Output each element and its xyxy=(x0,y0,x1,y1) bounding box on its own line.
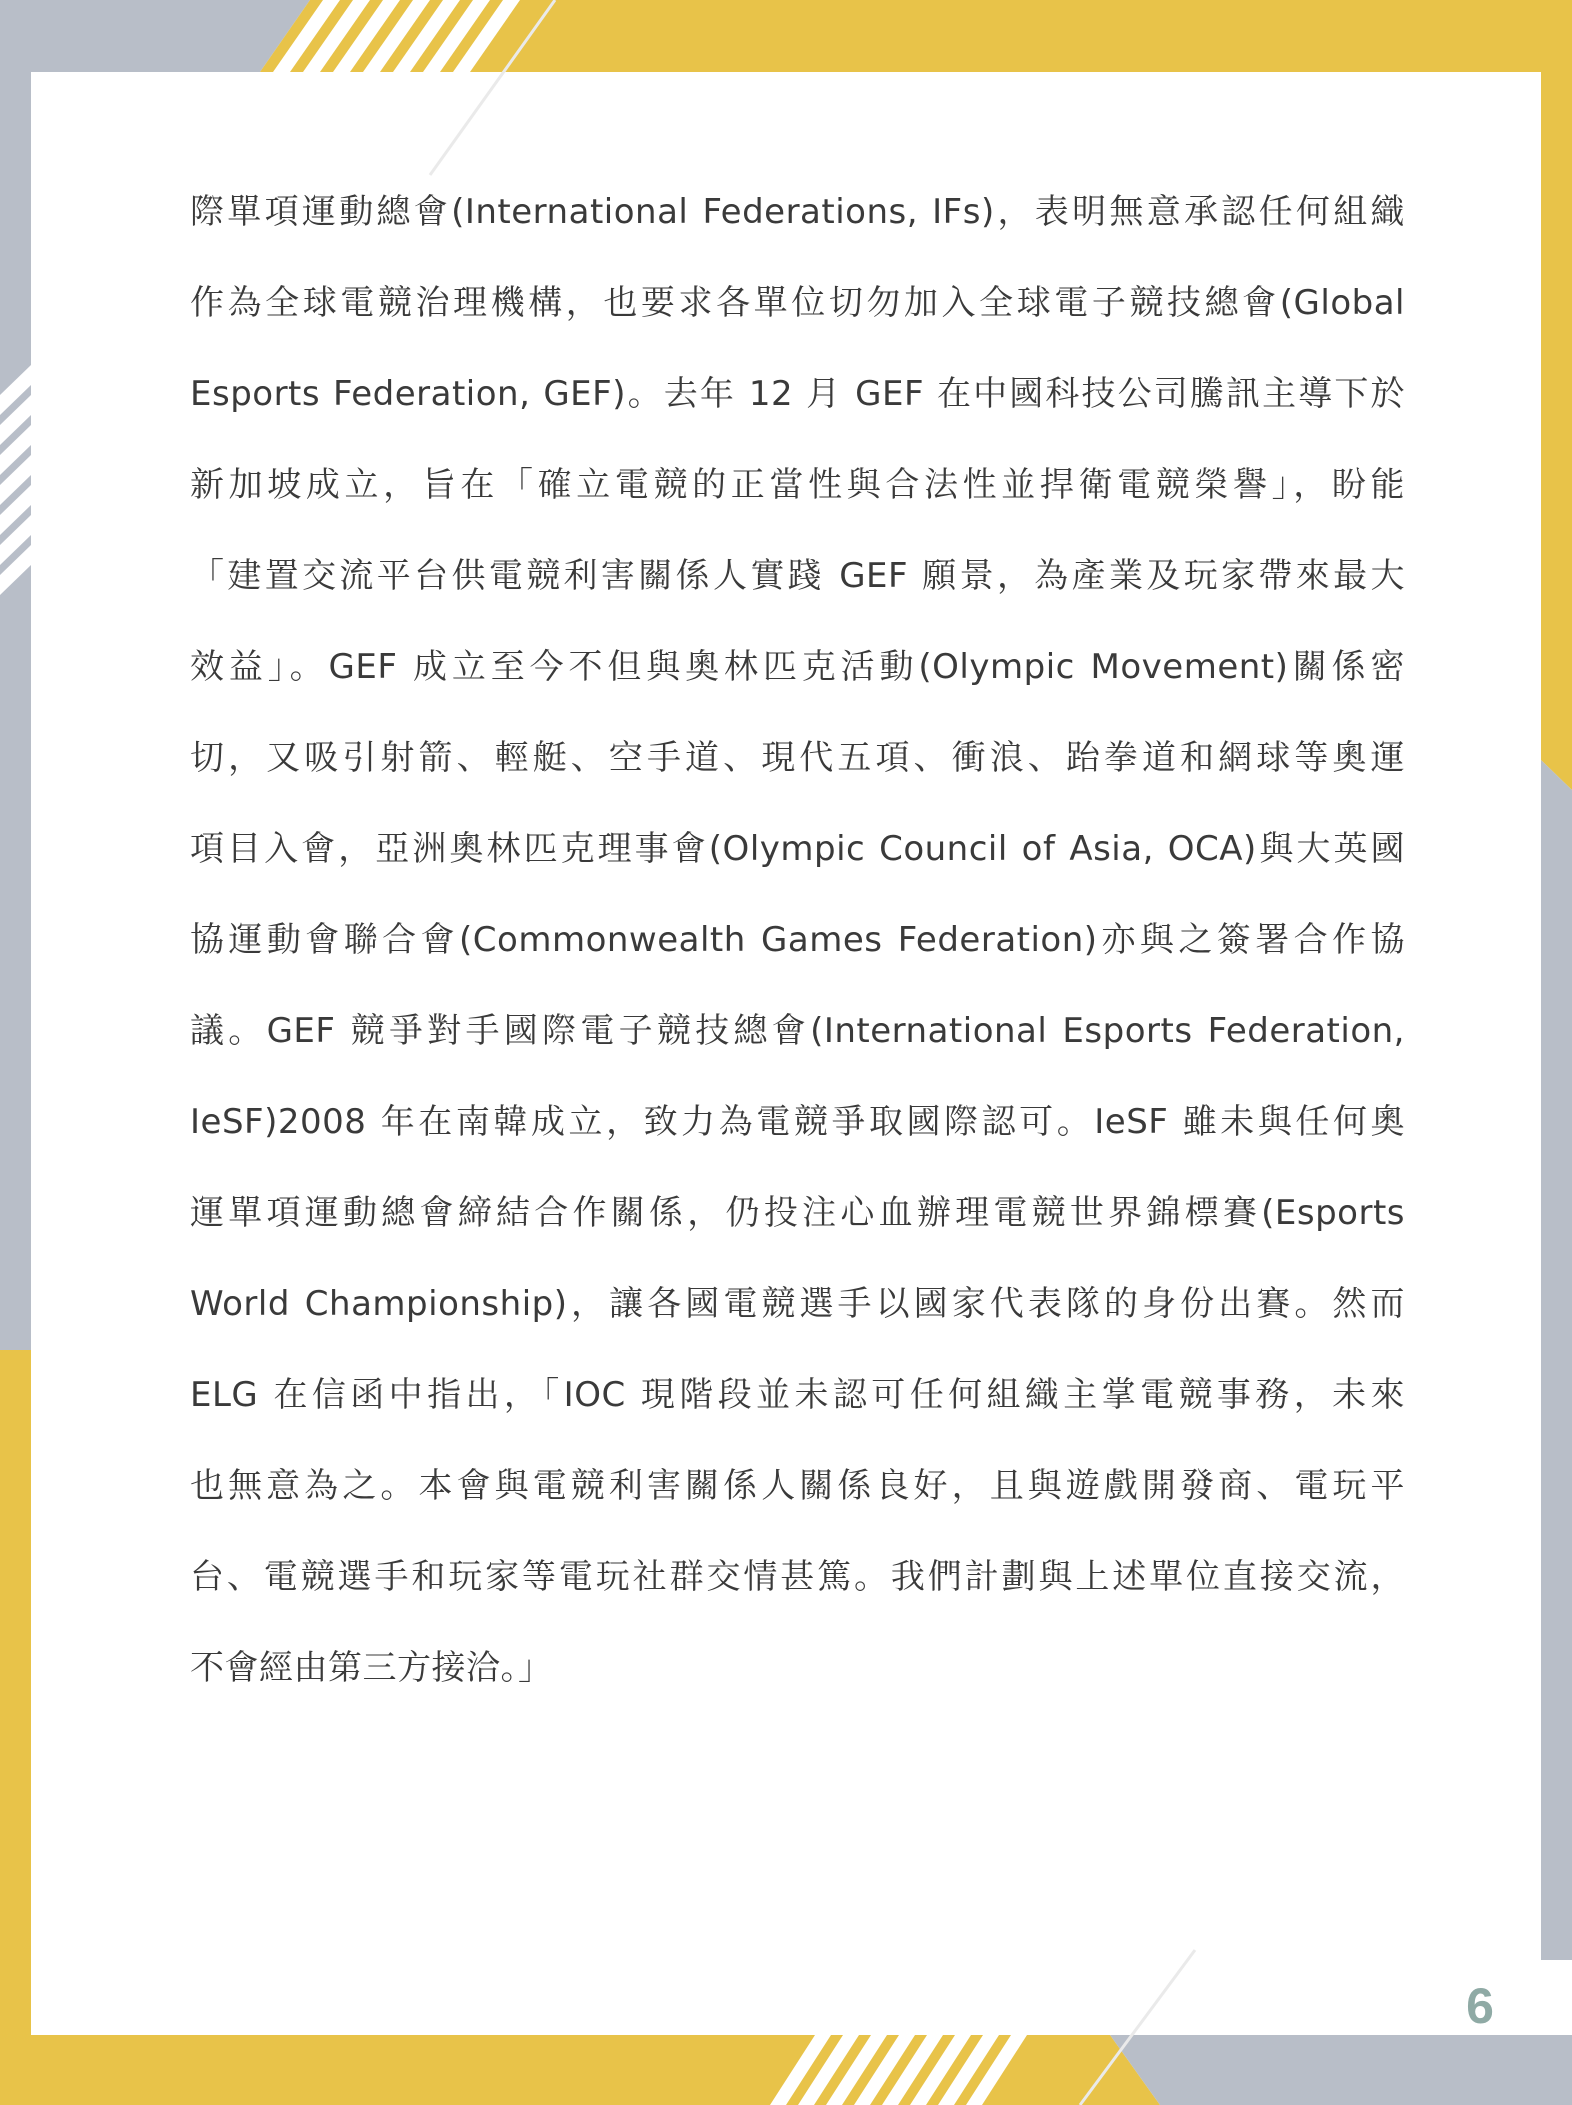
text-line: Esports Federation, GEF)。去年 12 月 GEF 在中國科技公司騰訊主導下於 xyxy=(190,374,1405,414)
text-line: 「建置交流平台供電競利害關係人實踐 GEF 願景，為產業及玩家帶來最大 xyxy=(190,556,1405,596)
text-line: 效益」。GEF 成立至今不但與奧林匹克活動(Olympic Movement)關係密 xyxy=(190,647,1405,687)
body-paragraph xyxy=(190,182,1405,1729)
text-line: 運單項運動總會締結合作關係，仍投注心血辦理電競世界錦標賽(Esports xyxy=(190,1193,1405,1233)
text-line: 協運動會聯合會(Commonwealth Games Federation)亦與之簽署合作協 xyxy=(190,920,1405,960)
text-line: 也無意為之。本會與電競利害關係人關係良好，且與遊戲開發商、電玩平 xyxy=(190,1466,1405,1506)
page-number: 6 xyxy=(1466,1978,1494,2034)
text-line: 不會經由第三方接洽。」 xyxy=(190,1648,553,1688)
text-line: 切，又吸引射箭、輕艇、空手道、現代五項、衝浪、跆拳道和網球等奧運 xyxy=(190,738,1405,778)
text-line: 作為全球電競治理機構，也要求各單位切勿加入全球電子競技總會(Global xyxy=(190,283,1405,323)
text-line: 際單項運動總會(International Federations, IFs)，表明無意承認任何組織 xyxy=(190,192,1405,232)
text-line: IeSF)2008 年在南韓成立，致力為電競爭取國際認可。IeSF 雖未與任何奧 xyxy=(190,1102,1405,1142)
text-line: 項目入會，亞洲奧林匹克理事會(Olympic Council of Asia, OCA)與大英國 xyxy=(190,829,1405,869)
text-line: World Championship)，讓各國電競選手以國家代表隊的身份出賽。然而 xyxy=(190,1284,1405,1324)
text-line: 議。GEF 競爭對手國際電子競技總會(International Esports Federation, xyxy=(190,1011,1405,1051)
text-line: 新加坡成立，旨在「確立電競的正當性與合法性並捍衛電競榮譽」，盼能 xyxy=(190,465,1405,505)
text-line: ELG 在信函中指出，「IOC 現階段並未認可任何組織主掌電競事務，未來 xyxy=(190,1375,1405,1415)
text-line: 台、電競選手和玩家等電玩社群交情甚篤。我們計劃與上述單位直接交流， xyxy=(190,1557,1405,1597)
